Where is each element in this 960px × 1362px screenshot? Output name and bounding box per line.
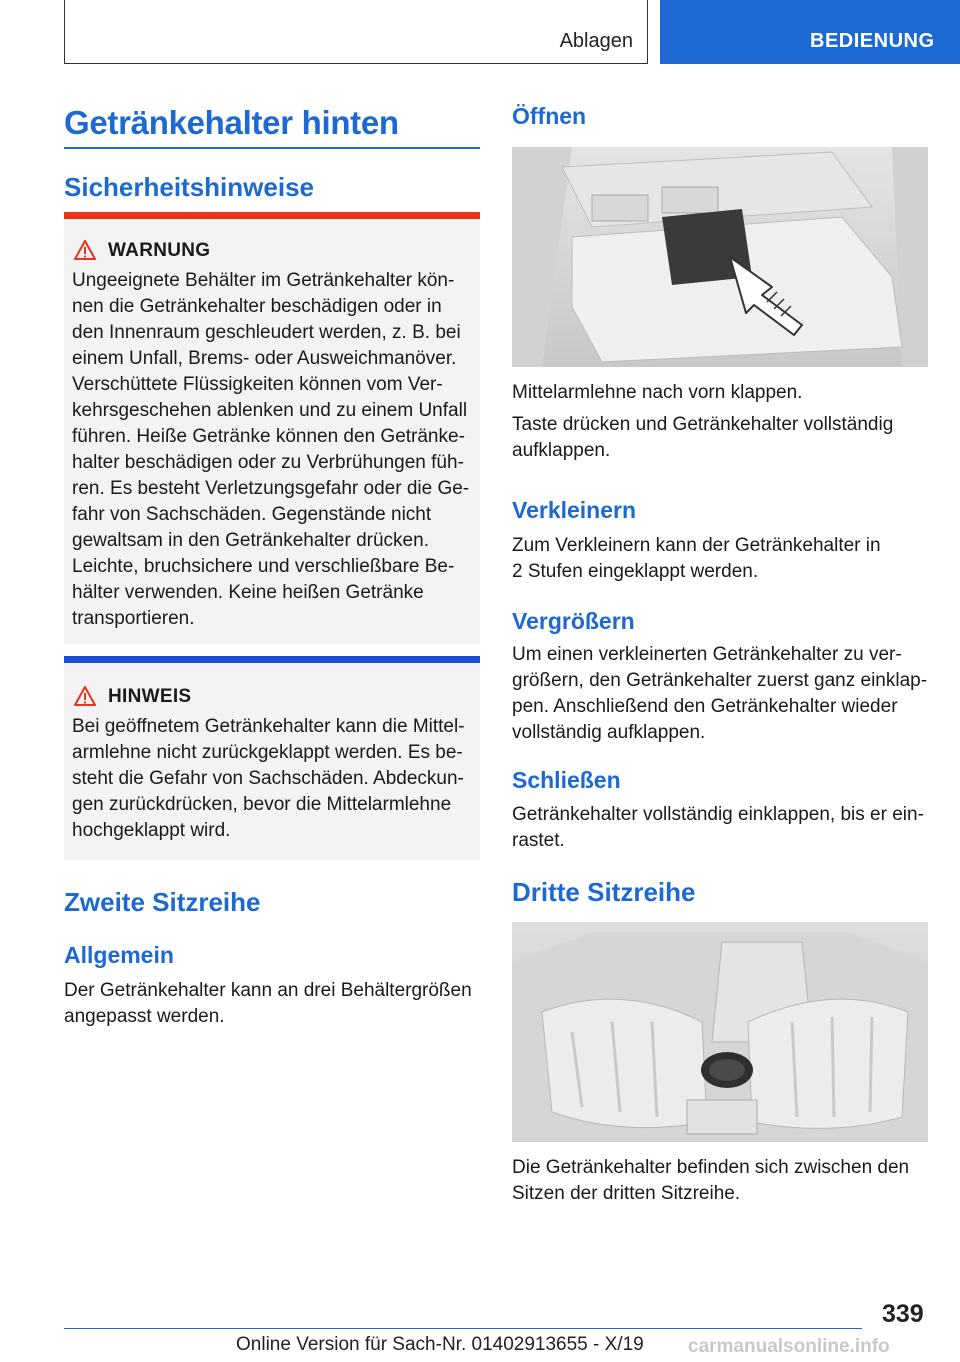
shrink-text: Zum Verkleinern kann der Getränkehalter in 2 Stufen eingeklappt werden. <box>512 535 881 582</box>
general-heading: Allgemein <box>64 942 174 968</box>
warning-label: WARNUNG <box>108 240 211 261</box>
third-row-illustration-drawing <box>512 922 928 1142</box>
third-row-text: Die Getränkehalter befinden sich zwischen den Sitzen der dritten Sitzreihe. <box>512 1157 910 1204</box>
general-text: Der Getränkehalter kann an drei Behältergrößen angepasst werden. <box>64 980 472 1027</box>
title-rule <box>64 147 480 149</box>
notice-bar <box>64 656 480 663</box>
open-text-2: Taste drücken und Getränkehalter vollständig aufklappen. <box>512 414 894 461</box>
footer-version-text: Online Version für Sach-Nr. 01402913655 - X/19 <box>236 1334 644 1355</box>
header-section-label: Ablagen <box>559 30 633 52</box>
safety-heading: Sicherheitshinweise <box>64 172 314 202</box>
footer-rule <box>64 1328 862 1329</box>
header-chapter-tab: BEDIENUNG <box>660 0 960 64</box>
watermark: carmanualsonline.info <box>688 1336 890 1357</box>
armrest-illustration <box>512 147 928 367</box>
close-text: Getränkehalter vollständig einklappen, bis er ein- rastet. <box>512 804 924 851</box>
open-text: Mittelarmlehne nach vorn klappen. <box>512 382 803 403</box>
header-section-box <box>64 0 648 64</box>
notice-triangle-icon <box>74 686 96 706</box>
enlarge-heading: Vergrößern <box>512 608 635 634</box>
second-row-heading: Zweite Sitzreihe <box>64 887 261 917</box>
close-heading: Schließen <box>512 767 621 793</box>
page-number: 339 <box>882 1300 924 1328</box>
third-row-illustration <box>512 922 928 1142</box>
third-row-heading: Dritte Sitzreihe <box>512 877 696 907</box>
notice-label: HINWEIS <box>108 686 192 707</box>
notice-box <box>64 656 480 860</box>
shrink-heading: Verkleinern <box>512 497 637 523</box>
warning-bar <box>64 212 480 219</box>
open-heading: Öffnen <box>512 103 587 129</box>
page-title: Getränkehalter hinten <box>64 104 399 141</box>
enlarge-text: Um einen verkleinerten Getränkehalter zu ver- größern, den Getränkehalter zuerst ganz einklap- pen. Anschließend den Getränkehalter wieder vollständig aufklappen. <box>512 644 928 743</box>
warning-text: Ungeeignete Behälter im Getränkehalter kön- nen die Getränkehalter beschädigen oder in den Innenraum geschleudert werden, z. B. bei einem Unfall, Brems- oder Ausweichmanöver. Verschüttete Flüssigkeiten können vom Ver- kehrsgeschehen ablenken und zu einem Unfall führen. Heiße Getränke können den Getränke- halter beschädigen oder zu Verbrühungen füh- ren. Es besteht Verletzungsgefahr oder die Ge- fahr von Sachschäden. Gegenstände nicht gewaltsam in den Getränkehalter drücken. Leichte, bruchsichere und verschließbare Be- hälter verwenden. Keine heißen Getränke transportieren. <box>72 270 470 629</box>
warning-triangle-icon <box>74 240 96 260</box>
armrest-illustration-drawing <box>512 147 928 367</box>
notice-text: Bei geöffnetem Getränkehalter kann die Mittel- armlehne nicht zurückgeklappt werden. Es be- steht die Gefahr von Sachschäden. Abdeckun- gen zurückdrücken, bevor die Mittelarmlehne hochgeklappt wird. <box>72 716 465 841</box>
warning-box <box>64 212 480 644</box>
